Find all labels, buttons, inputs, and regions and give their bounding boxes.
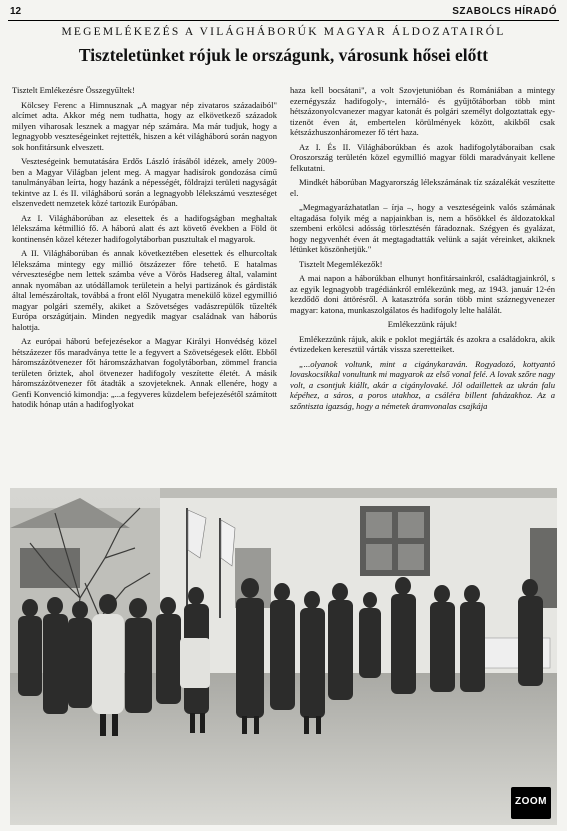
page-header [8,4,559,21]
zoom-logo-text: ZOOM [515,796,547,807]
paragraph: Kölcsey Ferenc a Himnusznak „A magyar nép zivataros századaiból" alcímet adta. Akkor még nem tudhatta, hogy az elkövetkező századok milyen viharosak lesznek a magyar nép számára. Ma már tudjuk, hogy a legnagyobb veszteségeinket rejtették, hiszen a két világháború során nagyon sok honfitársunk elveszett. [12,99,277,152]
paragraph: Az európai háború befejezésekor a Magyar Királyi Honvédség közel hétszázezer fős maradványa tette le a fegyvert a Szövetségesek előtt. Ebből háromszázötvenezer főt háromszázhatvan fogolytáborban, zömmel francia területen őriztek, ahol ötvenezer hadifogoly veszítette életét. A másik háromszázötvenezer főt átadták a szovjeteknek. Annak ellenére, hogy a Genfi Konvenció kimondja: „...a fegyveres küzdelem befejezésétől számított hatodik hónap után a hadifoglyokat [12,336,277,409]
article-column-right [290,85,555,482]
newspaper-page [8,4,559,827]
article-kicker: MEGEMLÉKEZÉS A VILÁGHÁBORÚK MAGYAR ÁLDOZATAIRÓL [61,26,506,38]
paragraph: Mindkét háborúban Magyarország lélekszámának tíz százalékát veszítette el. [290,177,555,198]
paragraph: A II. Világháborúban és annak következtében elesettek és elhurcoltak lélekszáma mintegy egy millió ötszázezer főre tehető. E hatalmas vérveszteségbe nem lettek számba véve a Vörös Hadsereg által, valamint annak nyomában az utódállamok területein a helyi partizánok és gárdisták által lemészároltak, továbbá a front elől Nyugatra menekülő közel egymillió magyar polgári személy, akiket a Szövetséges vadászrepülők tűzelték Európa országútjain. Minden negyedik magyar családnak van háborús halottja. [12,248,277,332]
quote-paragraph: „...olyanok voltunk, mint a cigánykaraván. Rogyadozó, kottyantó lovaskocsikkal vonultunk mi magyarok az első vonal felé. A lovak szőre nagy volt, a csontjuk kiállt, akár a cigánylovaké. Jól odaillettek az ukrán falu képéhez, a sáros, a poros utakhoz, a csáléra billent faházakhoz. Az a szőntiszta igazság, hogy a németek áramvonalas csajkája [290,358,555,411]
paragraph: Emlékezzünk rájuk! [387,319,458,329]
article-title: Tiszteletünket rójuk le országunk, városunk hősei előtt [78,45,489,65]
paragraph: Tisztelt Megemlékezők! [299,258,383,269]
paragraph: „Megmagyarázhatatlan – írja –, hogy a veszteségeink valós számának eltagadása folyik még a napjainkban is, nem a hősökkel és áldozatokkal szembeni erkölcsi adósság törlesztésén fáradoznak. Szégyen és gyalázat, hogy negyvenhét éven át megtagadtatták velünk a saját véreinket, akiknek létünket köszönhetjük." [290,202,555,254]
article-column-left [12,85,277,482]
page-number: 12 [10,6,22,17]
paragraph: A mai napon a háborúkban elhunyt honfitársainkról, családtagjainkról, s az egyik legnagyobb tragédiánkról emlékezünk meg, az 1943. január 12-én kezdődő doni áttörésről. A katasztrófa során több mint száznegyvenezer magyar: katona, munkaszolgálatos és hadifogoly lelte halálát. [290,273,555,315]
paragraph: Veszteségeink bemutatására Erdős László írásából idézek, amely 2009-ben a Magyar Világban jelent meg. A magyar hadisírok gondozása című tanulmányában leírta, hogy hazánk a népességét, földrajzi területi nagyságát tekintve az I. és II. világháború során a legnagyobb lélekszámú veszteséget elszenvedett nemzetek közé tartozik Európában. [12,156,277,208]
paragraph: Az I. És II. Világháborúkban és azok hadifogolytáboraiban csak Oroszország területén közel egymillió magyar földi maradványait kellene felkutatni. [290,141,555,173]
zoom-logo [511,787,551,819]
paragraph: haza kell bocsátani", a volt Szovjetunióban és Romániában a mintegy ezernégyszáz hadifogoly-, internáló- és gyűjtőtáborban több mint hétszázonyolcvanezer magyar katonát és polgári személyt dolgoztattak egy-tizenöt éven át, embertelen körülmények között, akikből csak kétszázhuszonháromezer fő tért haza. [290,85,555,137]
paragraph: Emlékezzünk rájuk, akik e poklot megjárták és azokra a családokra, akik évtizedeken keresztül várták vissza szeretteiket. [290,333,555,354]
publication-name: SZABOLCS HÍRADÓ [452,6,557,17]
ceremony-photo-illustration [10,488,557,825]
ceremony-photo [10,488,557,825]
paragraph: Az I. Világháborúban az elesettek és a hadifogságban meghaltak lélekszáma kétmillió fő. A háború alatt és azt követő években a Föld öt kontinensén közel kétezer hadifogolytáborban pusztultak el magyarok. [12,212,277,244]
paragraph: Tisztelt Emlékezésre Összegyűltek! [12,85,135,95]
